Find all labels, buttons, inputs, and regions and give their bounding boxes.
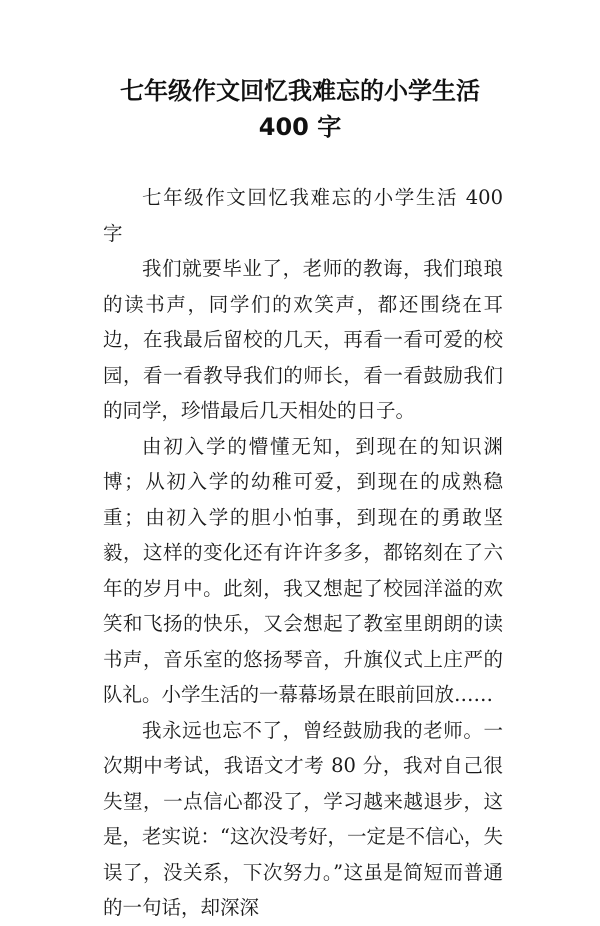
paragraph: 我永远也忘不了，曾经鼓励我的老师。一次期中考试，我语文才考 80 分，我对自己很失望，一点信心都没了，学习越来越退步，这是，老实说：“这次没考好，一定是不信心，失误了，没关系，下次努力。”这虽是简短而普通的一句话，却深深 xyxy=(103,718,503,919)
paragraph: 我们就要毕业了，老师的教诲，我们琅琅的读书声，同学们的欢笑声，都还围绕在耳边，在我最后留校的几天，再看一看可爱的校园，看一看教导我们的师长，看一看鼓励我们的同学，珍惜最后几天相处的日子。 xyxy=(103,257,503,422)
document-subtitle: 七年级作文回忆我难忘的小学生活 400 字 xyxy=(103,186,503,245)
document-title: 七年级作文回忆我难忘的小学生活 xyxy=(120,77,480,105)
document-body xyxy=(103,180,503,926)
document-title-continued: 400 字 xyxy=(258,113,342,141)
paragraph: 由初入学的懵懂无知，到现在的知识渊博；从初入学的幼稚可爱，到现在的成熟稳重；由初入学的胆小怕事，到现在的勇敢坚毅，这样的变化还有许许多多，都铭刻在了六年的岁月中。此刻，我又想起了校园洋溢的欢笑和飞扬的快乐，又会想起了教室里朗朗的读书声，音乐室的悠扬琴音，升旗仪式上庄严的队礼。小学生活的一幕幕场景在眼前回放…… xyxy=(103,434,503,706)
